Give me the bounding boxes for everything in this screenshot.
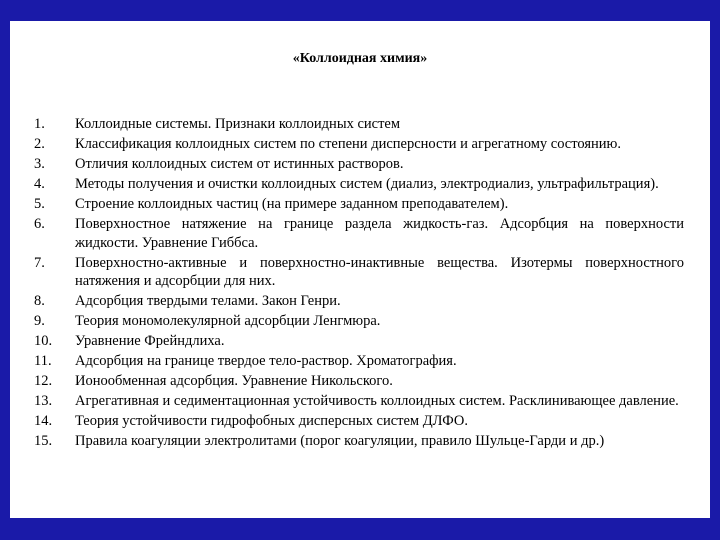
list-item bbox=[34, 175, 684, 194]
list-item bbox=[34, 372, 684, 391]
list-item-number: 11. bbox=[34, 353, 52, 369]
list-item-text: Ионообменная адсорбция. Уравнение Никольского. bbox=[75, 373, 393, 389]
list-item-number: 2. bbox=[34, 136, 45, 152]
list-item-number: 6. bbox=[34, 216, 45, 232]
list-item bbox=[34, 292, 684, 311]
list-item-text: Классификация коллоидных систем по степени дисперсности и агрегатному состоянию. bbox=[75, 136, 622, 152]
list-item bbox=[34, 254, 684, 291]
list-item-number: 14. bbox=[34, 413, 53, 429]
page-title: «Коллоидная химия» bbox=[292, 51, 428, 66]
question-list bbox=[34, 115, 684, 452]
list-item-text: Теория мономолекулярной адсорбции Ленгмюра. bbox=[75, 313, 381, 329]
list-item bbox=[34, 332, 684, 351]
list-item-number: 12. bbox=[34, 373, 53, 389]
list-item-text: Строение коллоидных частиц (на примере заданном преподавателем). bbox=[75, 196, 509, 212]
list-item-number: 7. bbox=[34, 254, 45, 271]
list-item-number: 9. bbox=[34, 313, 45, 329]
list-item bbox=[34, 312, 684, 331]
list-item-number: 10. bbox=[34, 333, 53, 349]
list-item-number: 3. bbox=[34, 156, 45, 172]
list-item-text: Поверхностное натяжение на границе раздела жидкость-газ. Адсорбция на поверхности жидкости. Уравнение Гиббса. bbox=[75, 216, 684, 251]
list-item-number: 4. bbox=[34, 176, 45, 192]
list-item bbox=[34, 135, 684, 154]
list-item bbox=[34, 195, 684, 214]
list-item-text: Уравнение Фрейндлиха. bbox=[75, 333, 225, 349]
list-item-text: Агрегативная и седиментационная устойчивость коллоидных систем. Расклинивающее давление. bbox=[75, 393, 679, 409]
list-item-text: Коллоидные системы. Признаки коллоидных систем bbox=[75, 116, 401, 132]
list-item-number: 5. bbox=[34, 196, 45, 212]
list-item-number: 15. bbox=[34, 433, 53, 449]
list-item-text: Теория устойчивости гидрофобных дисперсных систем ДЛФО. bbox=[75, 413, 468, 429]
list-item bbox=[34, 412, 684, 431]
list-item-text: Отличия коллоидных систем от истинных растворов. bbox=[75, 156, 404, 172]
list-item-text: Поверхностно-активные и поверхностно-инактивные вещества. Изотермы поверхностного натяжения и адсорбции для них. bbox=[75, 254, 684, 289]
list-item-text: Методы получения и очистки коллоидных систем (диализ, электродиализ, ультрафильтрация). bbox=[75, 176, 659, 192]
document-page bbox=[10, 21, 710, 518]
list-item-number: 8. bbox=[34, 293, 45, 309]
list-item bbox=[34, 115, 684, 134]
list-item-text: Правила коагуляции электролитами (порог коагуляции, правило Шульце-Гарди и др.) bbox=[75, 433, 605, 449]
list-item bbox=[34, 155, 684, 174]
list-item-text: Адсорбция на границе твердое тело-раствор. Хроматография. bbox=[75, 353, 457, 369]
list-item-text: Адсорбция твердыми телами. Закон Генри. bbox=[75, 293, 341, 309]
list-item bbox=[34, 215, 684, 252]
list-item bbox=[34, 392, 684, 411]
list-item-number: 1. bbox=[34, 116, 45, 132]
list-item-number: 13. bbox=[34, 393, 53, 409]
list-item bbox=[34, 352, 684, 371]
list-item bbox=[34, 432, 684, 451]
